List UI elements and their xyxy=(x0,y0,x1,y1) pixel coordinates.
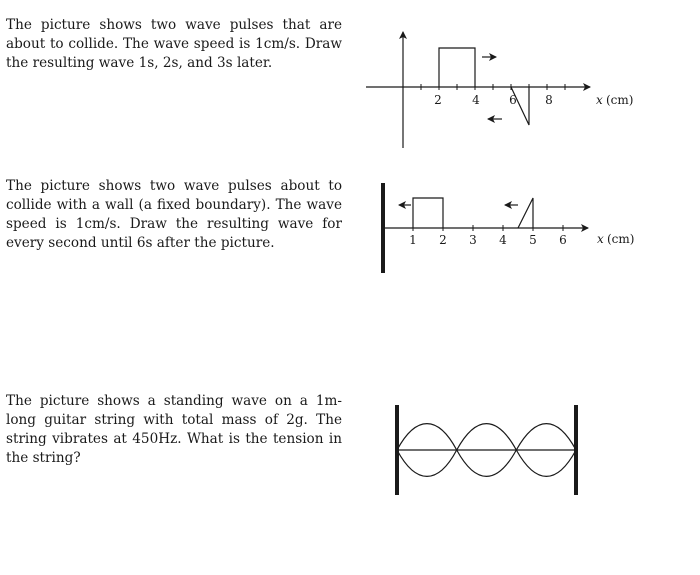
fig1-tick-label: 2 xyxy=(434,93,442,107)
fig2-tick-label: 1 xyxy=(409,233,417,247)
problem-3-text: The picture shows a standing wave on a 1m-long guitar string with total mass of 2g. The string vibrates at 450Hz. What is the tension in the string? xyxy=(6,393,342,466)
problem-1-text: The picture shows two wave pulses that are about to collide. The wave speed is 1cm/s. Draw the resulting wave 1s, 2s, and 3s later. xyxy=(6,17,342,71)
fig2-tick-label: 2 xyxy=(439,233,447,247)
fig2-triangle-pulse xyxy=(518,198,533,228)
figure-2 xyxy=(383,183,634,273)
fig2-tick-label: 6 xyxy=(559,233,567,247)
fig1-axis-label-var: x xyxy=(596,93,603,107)
fig1-square-pulse xyxy=(439,48,475,87)
fig2-square-pulse xyxy=(413,198,443,228)
fig1-tick-label: 6 xyxy=(509,93,517,107)
fig2-tick-label: 3 xyxy=(469,233,477,247)
fig2-axis-label-var: x xyxy=(597,232,604,246)
fig2-tick-label: 5 xyxy=(529,233,537,247)
problem-2-text: The picture shows two wave pulses about to collide with a wall (a fixed boundary). The wave speed is 1cm/s. Draw the resulting wave for every second until 6s after the picture. xyxy=(6,178,342,251)
fig2-axis-label-unit: (cm) xyxy=(607,232,635,246)
fig2-tick-label: 4 xyxy=(499,233,507,247)
fig1-tick-label: 4 xyxy=(472,93,480,107)
figure-1 xyxy=(366,32,633,148)
fig1-tick-label: 8 xyxy=(545,93,553,107)
figure-3 xyxy=(397,405,576,495)
fig1-axis-label-unit: (cm) xyxy=(606,93,634,107)
